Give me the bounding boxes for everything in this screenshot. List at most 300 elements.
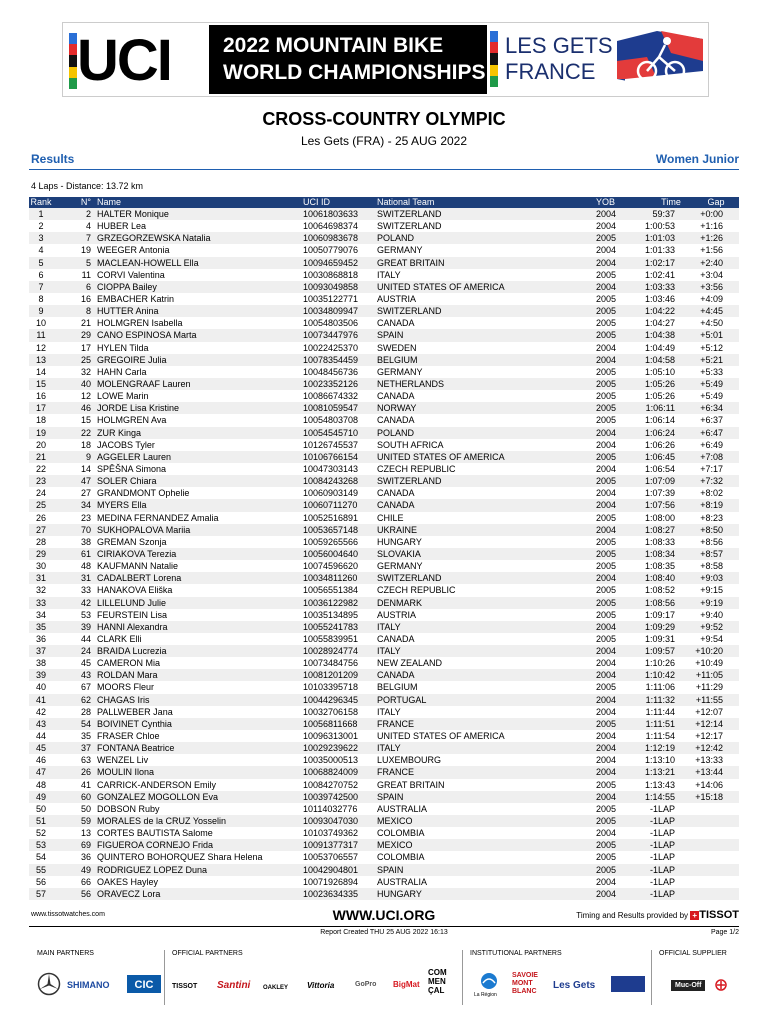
row-name: FRASER Chloe [97,731,160,742]
row-time: 1:09:57 [644,646,675,657]
table-row [29,317,739,329]
row-yob: 2004 [596,524,617,535]
row-rank: 47 [35,767,46,778]
row-national-team: FRANCE [377,718,415,729]
row-yob: 2004 [596,342,617,353]
row-rank: 17 [35,403,46,414]
row-national-team: UNITED STATES OF AMERICA [377,281,505,292]
row-national-team: SPAIN [377,330,404,341]
row-uci-id: 10029239622 [303,743,359,754]
row-name: FIGUEROA CORNEJO Frida [97,840,214,851]
row-yob: 2004 [596,731,617,742]
row-name: MOLENGRAAF Lauren [97,378,191,389]
row-rank: 7 [38,281,44,292]
row-national-team: CANADA [377,318,415,329]
row-gap: +3:04 [700,269,723,280]
row-time: 1:06:45 [644,451,675,462]
institutional-partners-label: INSTITUTIONAL PARTNERS [470,950,562,957]
row-yob: 2004 [596,828,617,839]
row-bib: 37 [80,743,91,754]
table-row [29,208,739,220]
row-time: -1LAP [649,864,675,875]
row-yob: 2004 [596,209,617,219]
row-rank: 20 [35,439,46,450]
row-time: 1:11:51 [645,718,675,729]
row-rank: 8 [38,293,44,304]
row-gap: +12:42 [695,743,723,754]
row-name: CIOPPA Bailey [97,281,157,292]
row-yob: 2005 [596,864,617,875]
row-national-team: CANADA [377,391,415,402]
row-rank: 55 [35,864,46,875]
table-row [29,584,739,596]
row-national-team: SWITZERLAND [377,573,442,584]
row-rank: 48 [35,779,46,790]
row-gap: +6:34 [700,403,723,414]
row-time: -1LAP [649,888,675,899]
timing-credit-text: Timing and Results provided by [576,911,689,920]
row-uci-id: 10035134895 [303,609,359,620]
row-uci-id: 10068824009 [303,767,359,778]
row-national-team: FRANCE [377,767,415,778]
row-uci-id: 10054803708 [303,415,359,426]
row-time: 1:05:26 [644,391,675,402]
row-yob: 2005 [596,415,617,426]
bigmat-logo: BigMat [393,980,420,989]
row-rank: 14 [35,366,46,377]
timing-credit [576,909,739,921]
row-gap: +6:49 [700,439,723,450]
row-uci-id: 10039742500 [303,791,359,802]
row-bib: 42 [80,597,91,608]
row-rank: 40 [35,682,46,693]
row-time: 1:10:42 [644,670,675,681]
row-bib: 21 [80,318,91,329]
row-name: KAUFMANN Natalie [97,561,179,572]
row-time: 1:08:33 [644,536,675,547]
table-row [29,839,739,851]
stripe [490,42,498,53]
row-yob: 2004 [596,767,617,778]
row-name: FONTANA Beatrice [97,743,175,754]
tissot-partner-logo: TISSOT [172,983,198,990]
row-time: 1:06:14 [644,415,675,426]
row-bib: 5 [85,257,91,268]
row-gap: +11:05 [695,670,723,681]
row-rank: 2 [38,221,44,232]
row-uci-id: 10042904801 [303,864,359,875]
row-national-team: DENMARK [377,597,423,608]
row-name: JORDE Lisa Kristine [97,403,180,414]
row-yob: 2005 [596,633,617,644]
table-row [29,232,739,244]
row-national-team: CANADA [377,415,415,426]
row-rank: 18 [35,415,46,426]
row-gap: +8:23 [700,512,723,523]
row-bib: 33 [80,585,91,596]
row-time: 1:08:40 [644,573,675,584]
row-gap: +9:54 [700,633,723,644]
row-time: 1:07:39 [644,488,675,499]
row-name: WEEGER Antonia [97,245,170,256]
row-rank: 49 [35,791,46,802]
row-uci-id: 10126745537 [303,439,359,450]
row-time: -1LAP [649,876,675,887]
row-name: JACOBS Tyler [97,439,155,450]
row-bib: 9 [85,451,91,462]
tissot-website[interactable]: www.tissotwatches.com [31,911,105,918]
row-time: 1:04:58 [644,354,675,365]
row-bib: 15 [80,415,91,426]
row-gap: +1:16 [700,221,723,232]
row-time: 1:01:03 [644,233,675,244]
row-national-team: ITALY [377,269,401,280]
row-rank: 19 [35,427,46,438]
row-national-team: BELGIUM [377,682,418,693]
row-uci-id: 10036122982 [303,597,359,608]
stripe [69,78,77,89]
row-rank: 21 [35,451,46,462]
cic-logo-icon [127,975,161,993]
row-name: LOWE Marin [97,391,149,402]
row-national-team: HUNGARY [377,536,422,547]
row-national-team: GERMANY [377,245,423,256]
row-uci-id: 10034811260 [303,573,358,584]
row-gap: +9:15 [700,585,723,596]
row-national-team: ITALY [377,646,401,657]
race-distance: 4 Laps - Distance: 13.72 km [31,181,144,191]
row-rank: 46 [35,755,46,766]
row-uci-id: 10091377317 [303,840,359,851]
row-name: BRAIDA Lucrezia [97,646,167,657]
row-time: 1:06:54 [644,463,675,474]
row-bib: 28 [80,706,91,717]
row-national-team: NORWAY [377,403,417,414]
row-yob: 2004 [596,694,617,705]
table-row [29,257,739,269]
table-row [29,402,739,414]
table-row [29,329,739,341]
row-yob: 2005 [596,803,617,814]
row-time: 1:11:44 [645,706,675,717]
partners-divider [164,950,165,1005]
row-bib: 48 [80,561,91,572]
row-yob: 2004 [596,658,617,669]
row-yob: 2004 [596,427,617,438]
row-uci-id: 10030868818 [303,269,359,280]
row-gap: +2:40 [700,257,723,268]
row-time: 1:02:41 [644,269,675,280]
row-bib: 35 [80,731,91,742]
row-rank: 11 [36,330,46,341]
row-gap: +15:18 [695,791,723,802]
row-rank: 15 [35,378,46,389]
row-bib: 22 [80,427,91,438]
row-rank: 12 [35,342,46,353]
row-national-team: AUSTRALIA [377,876,428,887]
row-national-team: SPAIN [377,864,404,875]
row-name: GRZEGORZEWSKA Natalia [97,233,211,244]
region-logo: La Région [474,992,497,998]
row-gap: +14:06 [695,779,723,790]
row-rank: 41 [35,694,46,705]
row-yob: 2005 [596,536,617,547]
row-name: ORAVECZ Lora [97,888,161,899]
row-national-team: UKRAINE [377,524,418,535]
vittoria-logo: Vittoria [307,981,335,990]
row-yob: 2004 [596,670,617,681]
table-row [29,681,739,693]
row-uci-id: 10086674332 [303,391,359,402]
row-name: HOLMGREN Isabella [97,318,183,329]
row-bib: 50 [80,803,91,814]
row-name: FEURSTEIN Lisa [97,609,168,620]
row-name: HAHN Carla [97,366,147,377]
row-name: MOULIN Ilona [97,767,155,778]
stripe [490,53,498,64]
table-row [29,342,739,354]
row-name: OAKES Hayley [97,876,159,887]
row-bib: 46 [80,403,91,414]
row-gap: +8:57 [700,548,723,559]
row-gap: +12:07 [695,706,723,717]
row-name: SOLER Chiara [97,476,157,487]
row-name: CARRICK-ANDERSON Emily [97,779,217,790]
row-time: 1:04:38 [644,330,675,341]
les-gets-cyclist-emblem-icon [617,31,703,89]
row-national-team: LUXEMBOURG [377,755,442,766]
table-row [29,572,739,584]
row-yob: 2005 [596,318,617,329]
table-row [29,512,739,524]
row-name: CADALBERT Lorena [97,573,182,584]
row-name: HYLEN Tilda [97,342,149,353]
row-uci-id: 10071926894 [303,876,359,887]
row-rank: 38 [35,658,46,669]
row-bib: 63 [80,755,91,766]
row-bib: 31 [80,573,91,584]
table-row [29,560,739,572]
row-bib: 16 [80,293,91,304]
row-yob: 2004 [596,791,617,802]
gopro-logo: GoPro [355,981,377,988]
row-uci-id: 10114032776 [303,803,358,814]
row-gap: +13:44 [695,767,723,778]
row-uci-id: 10055241783 [303,621,359,632]
row-yob: 2005 [596,548,617,559]
uci-logo [65,25,209,94]
row-yob: 2005 [596,366,617,377]
row-name: HUBER Lea [97,221,147,232]
table-row [29,293,739,305]
row-national-team: SWITZERLAND [377,476,442,487]
row-national-team: MEXICO [377,816,413,827]
row-name: GONZALEZ MOGOLLON Eva [97,791,219,802]
table-row [29,742,739,754]
championship-line-2: WORLD CHAMPIONSHIPS [223,61,486,84]
row-uci-id: 10073484756 [303,658,359,669]
row-rank: 28 [35,536,46,547]
results-table-body [29,208,739,900]
row-rank: 25 [35,500,46,511]
row-gap: +0:00 [700,209,723,219]
table-row [29,305,739,317]
row-rank: 30 [35,561,46,572]
table-row [29,524,739,536]
row-bib: 2 [85,209,91,219]
row-bib: 36 [80,852,91,863]
row-rank: 36 [35,633,46,644]
row-yob: 2005 [596,840,617,851]
row-time: 1:13:43 [644,779,675,790]
row-uci-id: 10060711270 [303,500,358,511]
row-national-team: CANADA [377,670,415,681]
row-national-team: CANADA [377,633,415,644]
row-rank: 42 [35,706,46,717]
row-national-team: SWITZERLAND [377,306,442,317]
row-time: 1:12:19 [644,743,675,754]
row-gap: +6:37 [700,415,723,426]
row-uci-id: 10106766154 [303,451,359,462]
row-name: CLARK Elli [97,633,142,644]
row-uci-id: 10035122771 [303,293,359,304]
row-time: 1:13:21 [644,767,675,778]
row-yob: 2004 [596,245,617,256]
row-bib: 62 [80,694,91,705]
row-time: 1:09:29 [644,621,675,632]
row-time: 1:08:56 [644,597,675,608]
table-row [29,803,739,815]
stripe [490,31,498,42]
shimano-logo: SHIMANO [67,980,110,990]
row-rank: 33 [35,597,46,608]
row-gap: +4:50 [700,318,723,329]
championship-line-1: 2022 MOUNTAIN BIKE [223,34,444,57]
table-row [29,220,739,232]
header-name: Name [97,197,122,207]
row-yob: 2005 [596,330,617,341]
row-yob: 2005 [596,269,617,280]
row-name: MYERS Ella [97,500,147,511]
row-uci-id: 10103395718 [303,682,359,693]
official-supplier-label: OFFICIAL SUPPLIER [659,950,727,957]
row-national-team: SWEDEN [377,342,417,353]
row-gap: +1:26 [700,233,723,244]
report-created: Report Created THU 25 AUG 2022 16:13 [320,929,448,936]
row-rank: 31 [35,573,46,584]
row-bib: 69 [80,840,91,851]
tissot-logo [690,909,739,921]
row-national-team: ITALY [377,706,401,717]
row-national-team: SLOVAKIA [377,548,421,559]
row-gap: +11:29 [695,682,723,693]
row-time: 1:07:56 [644,500,675,511]
row-bib: 32 [80,366,91,377]
table-row [29,427,739,439]
uci-website[interactable]: WWW.UCI.ORG [332,907,436,923]
row-uci-id: 10048456736 [303,366,359,377]
row-gap: +8:58 [700,561,723,572]
row-gap: +12:17 [695,731,723,742]
row-national-team: GERMANY [377,366,423,377]
row-gap: +5:01 [700,330,723,341]
row-rank: 32 [35,585,46,596]
row-yob: 2005 [596,718,617,729]
row-gap: +5:33 [700,366,723,377]
row-bib: 61 [80,548,91,559]
table-row [29,669,739,681]
row-bib: 19 [80,245,91,256]
savoie-mont-blanc-logo: SAVOIE MONT BLANC [512,972,538,995]
row-yob: 2005 [596,852,617,863]
row-uci-id: 10052516891 [303,512,359,523]
row-uci-id: 10055839951 [303,633,359,644]
row-rank: 45 [35,743,46,754]
tissot-brand-text: TISSOT [699,909,739,921]
row-national-team: SPAIN [377,791,404,802]
row-name: CORVI Valentina [97,269,165,280]
row-bib: 4 [85,221,91,232]
row-time: 1:05:26 [644,378,675,389]
footer-divider [29,926,739,927]
row-time: 1:04:49 [644,342,675,353]
table-row [29,851,739,863]
page-number: Page 1/2 [710,929,739,936]
row-national-team: ITALY [377,743,401,754]
header-uci-id: UCI ID [303,197,330,207]
table-row [29,366,739,378]
row-bib: 17 [80,342,91,353]
table-row [29,451,739,463]
row-gap: +7:08 [700,451,723,462]
row-rank: 3 [38,233,44,244]
header-national-team: National Team [377,197,435,207]
row-gap: +9:40 [700,609,723,620]
row-yob: 2004 [596,463,617,474]
row-national-team: SWITZERLAND [377,209,442,219]
table-row [29,536,739,548]
row-uci-id: 10084270752 [303,779,359,790]
row-time: 59:37 [652,209,675,219]
table-row [29,827,739,839]
row-national-team: CHILE [377,512,404,523]
row-uci-id: 10060903149 [303,488,359,499]
row-national-team: GERMANY [377,561,423,572]
row-uci-id: 10103749362 [303,828,359,839]
table-row [29,269,739,281]
row-name: ZUR Kinga [97,427,142,438]
supplier-logo: Muc-Off [671,980,705,991]
row-rank: 5 [38,257,44,268]
row-uci-id: 10035000513 [303,755,359,766]
row-bib: 13 [80,828,91,839]
row-national-team: AUSTRIA [377,293,417,304]
stripe [69,33,77,44]
row-national-team: POLAND [377,427,415,438]
row-gap: +6:47 [700,427,723,438]
location-line-1: LES GETS [505,33,613,58]
row-bib: 7 [85,233,91,244]
row-bib: 12 [80,391,91,402]
stripe [490,65,498,76]
row-bib: 26 [80,767,91,778]
row-gap: +10:49 [695,658,723,669]
table-row [29,390,739,402]
row-name: QUINTERO BOHORQUEZ Shara Helena [97,852,263,863]
row-name: RODRIGUEZ LOPEZ Duna [97,864,208,875]
row-uci-id: 10054545710 [303,427,359,438]
race-title: CROSS-COUNTRY OLYMPIC [262,109,506,129]
